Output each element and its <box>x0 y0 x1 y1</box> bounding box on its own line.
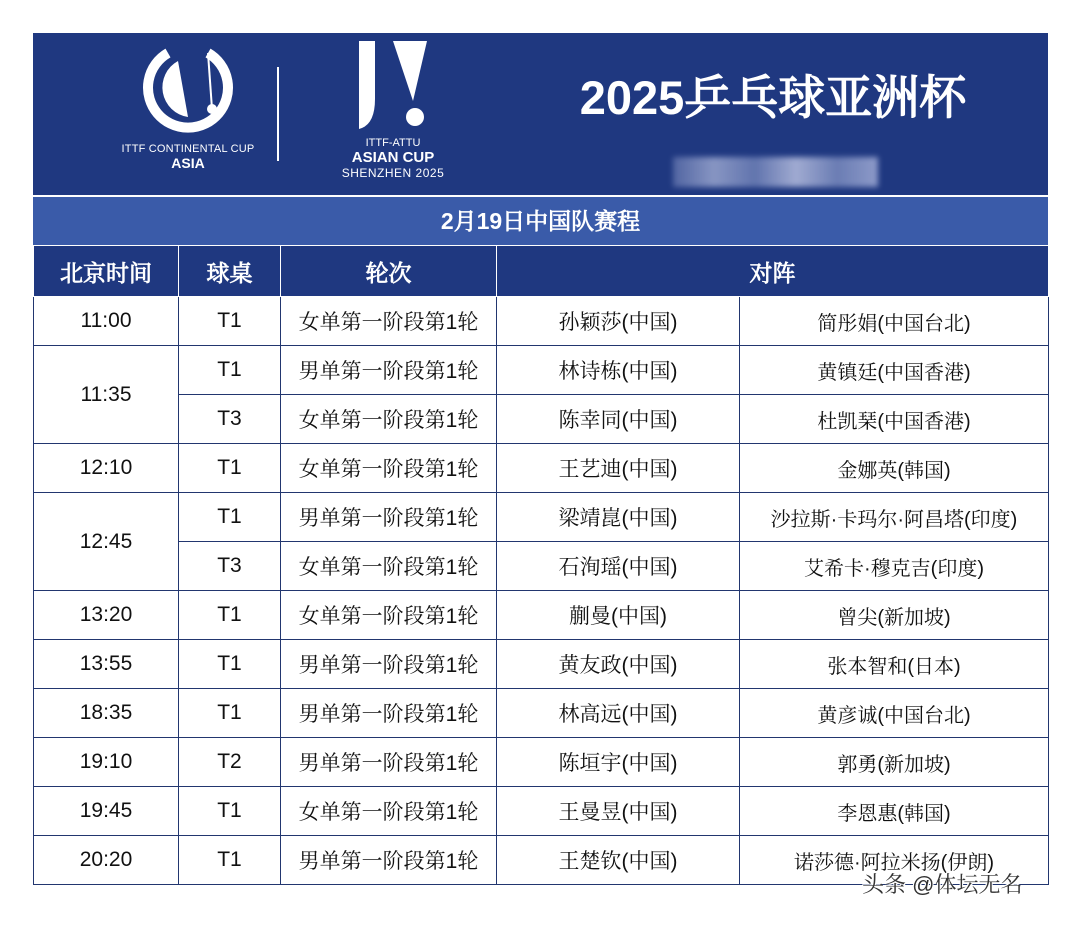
ittf-continental-cup-logo <box>113 45 263 171</box>
table-row <box>34 346 1049 395</box>
cell-time: 12:45 <box>34 493 179 591</box>
cell-opponent: 简彤娟(中国台北) <box>740 297 1049 346</box>
cell-table: T1 <box>179 346 281 395</box>
cell-player: 蒯曼(中国) <box>497 591 740 640</box>
logo-right-line1: ITTF-ATTU <box>365 137 421 149</box>
table-row <box>34 297 1049 346</box>
schedule-poster <box>33 33 1048 885</box>
cell-table: T1 <box>179 689 281 738</box>
cell-opponent: 艾希卡·穆克吉(印度) <box>740 542 1049 591</box>
cell-table: T1 <box>179 297 281 346</box>
ring-logo-icon <box>138 45 238 137</box>
table-row <box>34 444 1049 493</box>
cell-time: 19:10 <box>34 738 179 787</box>
cell-time: 11:00 <box>34 297 179 346</box>
logo-left-line2: ASIA <box>171 155 205 171</box>
cell-player: 梁靖崑(中国) <box>497 493 740 542</box>
cell-round: 女单第一阶段第1轮 <box>281 542 497 591</box>
schedule-subtitle: 2月19日中国队赛程 <box>33 195 1048 245</box>
cell-table: T3 <box>179 395 281 444</box>
table-row <box>34 689 1049 738</box>
asian-cup-logo <box>318 39 468 180</box>
cell-player: 林诗栋(中国) <box>497 346 740 395</box>
cell-time: 18:35 <box>34 689 179 738</box>
cell-round: 男单第一阶段第1轮 <box>281 836 497 885</box>
header-time: 北京时间 <box>34 246 179 297</box>
cell-round: 女单第一阶段第1轮 <box>281 591 497 640</box>
schedule-table <box>33 245 1049 885</box>
cell-player: 林高远(中国) <box>497 689 740 738</box>
table-row <box>34 640 1049 689</box>
cell-player: 陈垣宇(中国) <box>497 738 740 787</box>
cell-opponent: 诺莎德·阿拉米扬(伊朗) <box>740 836 1049 885</box>
cell-opponent: 金娜英(韩国) <box>740 444 1049 493</box>
cell-time: 12:10 <box>34 444 179 493</box>
header-round: 轮次 <box>281 246 497 297</box>
cell-table: T1 <box>179 640 281 689</box>
cell-opponent: 黄彦诚(中国台北) <box>740 689 1049 738</box>
table-row <box>34 395 1049 444</box>
logo-divider <box>277 67 279 161</box>
header-match: 对阵 <box>497 246 1049 297</box>
header-table: 球桌 <box>179 246 281 297</box>
cell-round: 男单第一阶段第1轮 <box>281 346 497 395</box>
cell-table: T1 <box>179 787 281 836</box>
cell-player: 陈幸同(中国) <box>497 395 740 444</box>
banner <box>33 33 1048 195</box>
blurred-text <box>673 157 878 187</box>
cell-opponent: 张本智和(日本) <box>740 640 1049 689</box>
cell-round: 男单第一阶段第1轮 <box>281 738 497 787</box>
table-row <box>34 738 1049 787</box>
cell-player: 孙颖莎(中国) <box>497 297 740 346</box>
logo-right-line3: SHENZHEN 2025 <box>341 166 445 180</box>
table-row <box>34 591 1049 640</box>
cell-round: 女单第一阶段第1轮 <box>281 395 497 444</box>
cell-time: 19:45 <box>34 787 179 836</box>
cell-table: T2 <box>179 738 281 787</box>
cell-player: 王曼昱(中国) <box>497 787 740 836</box>
cell-table: T1 <box>179 591 281 640</box>
asian-cup-mark-icon <box>353 39 433 131</box>
cell-table: T1 <box>179 836 281 885</box>
cell-round: 女单第一阶段第1轮 <box>281 297 497 346</box>
cell-player: 王艺迪(中国) <box>497 444 740 493</box>
cell-player: 黄友政(中国) <box>497 640 740 689</box>
cell-table: T1 <box>179 444 281 493</box>
cell-time: 20:20 <box>34 836 179 885</box>
cell-opponent: 郭勇(新加坡) <box>740 738 1049 787</box>
cell-opponent: 沙拉斯·卡玛尔·阿昌塔(印度) <box>740 493 1049 542</box>
cell-round: 女单第一阶段第1轮 <box>281 444 497 493</box>
cell-time: 13:55 <box>34 640 179 689</box>
logo-left-line1: ITTF CONTINENTAL CUP <box>121 143 255 155</box>
cell-time: 13:20 <box>34 591 179 640</box>
cell-table: T1 <box>179 493 281 542</box>
cell-round: 女单第一阶段第1轮 <box>281 787 497 836</box>
cell-player: 王楚钦(中国) <box>497 836 740 885</box>
cell-time: 11:35 <box>34 346 179 444</box>
table-row <box>34 493 1049 542</box>
poster-title: 2025乒乓球亚洲杯 <box>579 71 967 124</box>
cell-round: 男单第一阶段第1轮 <box>281 493 497 542</box>
table-header-row <box>34 246 1049 297</box>
watermark: 头条 @体坛无名 <box>862 872 1023 897</box>
logo-right-line2: ASIAN CUP <box>351 149 435 166</box>
cell-opponent: 曾尖(新加坡) <box>740 591 1049 640</box>
cell-opponent: 黄镇廷(中国香港) <box>740 346 1049 395</box>
table-row <box>34 542 1049 591</box>
table-row <box>34 787 1049 836</box>
cell-table: T3 <box>179 542 281 591</box>
cell-round: 男单第一阶段第1轮 <box>281 640 497 689</box>
cell-round: 男单第一阶段第1轮 <box>281 689 497 738</box>
cell-opponent: 李恩惠(韩国) <box>740 787 1049 836</box>
cell-player: 石洵瑶(中国) <box>497 542 740 591</box>
cell-opponent: 杜凯琹(中国香港) <box>740 395 1049 444</box>
